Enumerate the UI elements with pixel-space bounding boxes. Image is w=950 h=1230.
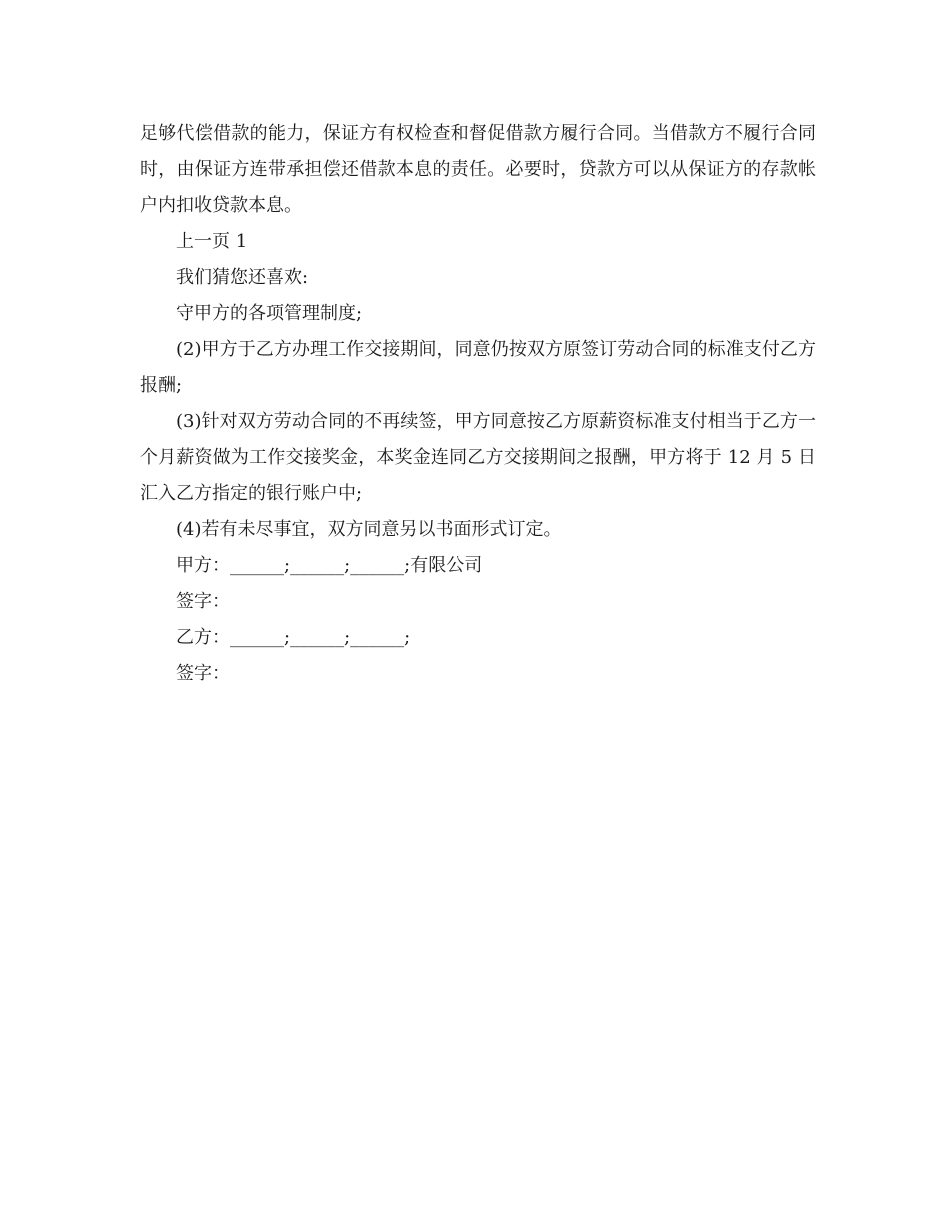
paragraph-management-rules: 守甲方的各项管理制度; xyxy=(176,303,363,324)
paragraph-guarantee-clause: 足够代偿借款的能力，保证方有权检查和督促借款方履行合同。当借款方不履行合同时，由保证方连带承担偿还借款本息的责任。必要时，贷款方可以从保证方的存款帐户内扣收贷款本息。 xyxy=(140,123,816,216)
paragraph-clause-4: (4)若有未尽事宜，双方同意另以书面形式订定。 xyxy=(176,519,562,540)
previous-page-link[interactable]: 上一页 1 xyxy=(176,231,248,252)
party-a-line: 甲方：______;______;______;有限公司 xyxy=(176,555,483,576)
party-a-signature: 签字： xyxy=(176,591,230,612)
recommendation-heading: 我们猜您还喜欢: xyxy=(176,267,309,288)
party-b-signature: 签字： xyxy=(176,663,230,684)
party-b-line: 乙方：______;______;______; xyxy=(176,627,411,648)
paragraph-clause-2: (2)甲方于乙方办理工作交接期间，同意仍按双方原签订劳动合同的标准支付乙方报酬; xyxy=(140,339,816,396)
paragraph-clause-3: (3)针对双方劳动合同的不再续签，甲方同意按乙方原薪资标准支付相当于乙方一个月薪资做为工作交接奖金，本奖金连同乙方交接期间之报酬，甲方将于 12 月 5 日汇入乙方指定的银行账户中; xyxy=(140,411,816,504)
document-body xyxy=(140,116,816,692)
